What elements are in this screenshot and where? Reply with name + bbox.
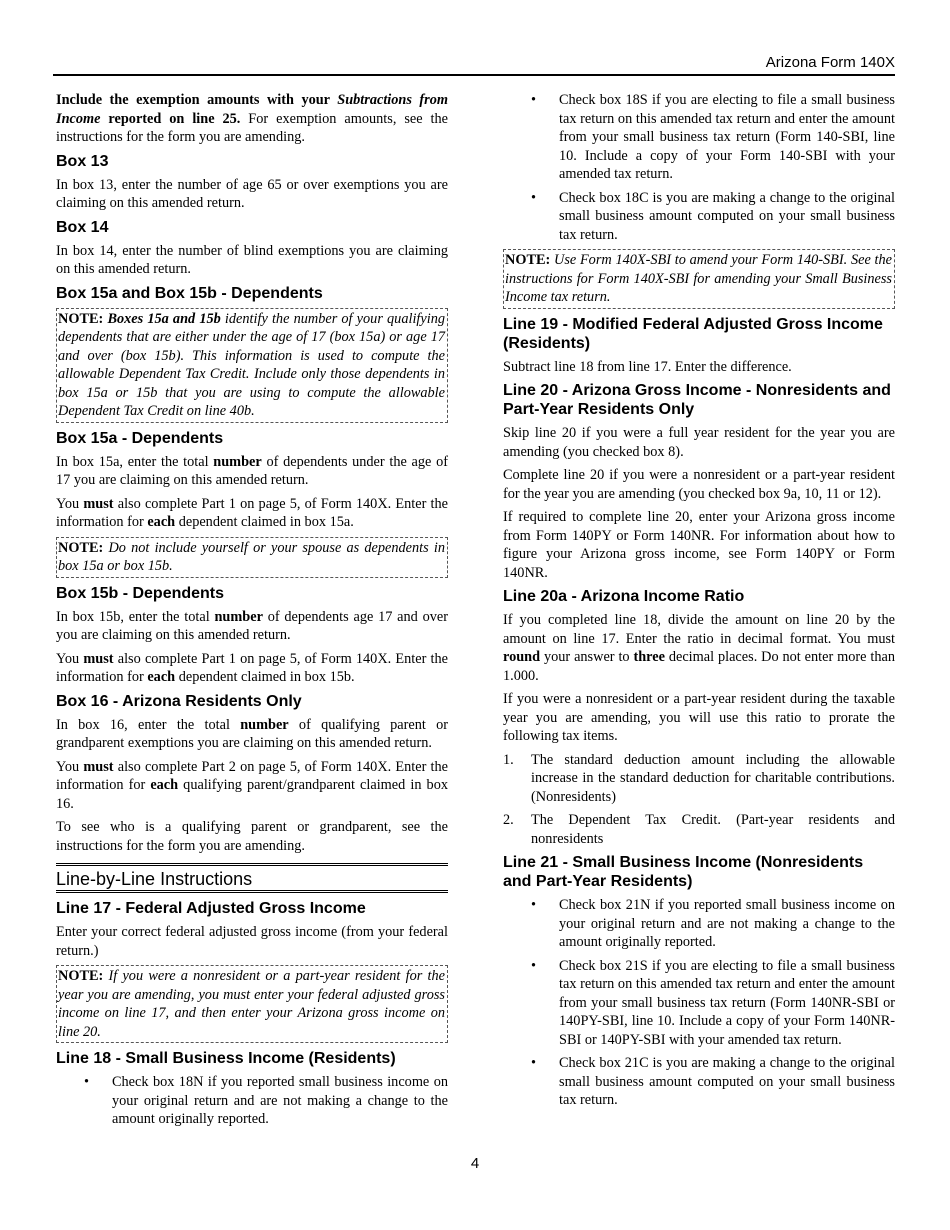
- box15ab-note: [56, 308, 448, 423]
- box16-heading: Box 16 - Arizona Residents Only: [56, 692, 302, 710]
- list-item: 1. The standard deduction amount including the allowable increase in the standard deduction for charitable contributions. (Nonresidents): [503, 751, 895, 805]
- box16-text-1: In box 16, enter the total number of qualifying parent or grandparent exemptions you are claiming on this amended return.: [56, 716, 448, 751]
- intro-rest: For exemption amounts, see the instructions for the form you are amending.: [56, 110, 448, 145]
- line20a-text-1: If you completed line 18, divide the amount on line 20 by the amount on line 17. Enter the ratio in decimal format. You must round your answer to three decimal places. Do not enter more than 1.000.: [503, 612, 895, 684]
- intro-bold-2: reported on line 25.: [100, 110, 241, 127]
- line18-note: [503, 249, 895, 309]
- intro-paragraph: [56, 91, 448, 147]
- box15a-note: [56, 537, 448, 578]
- note-bold: Boxes 15a and 15b: [107, 310, 221, 327]
- note-label: NOTE:: [58, 310, 104, 327]
- list-item: • Check box 18S if you are electing to file a small business tax return on this amended tax return and enter the amount from your small business tax return (Form 140-SBI, line 10. Include a copy of your Form 140-SBI with your amended tax return.: [503, 91, 895, 184]
- line17-text: Enter your correct federal adjusted gross income (from your federal return.): [56, 924, 448, 959]
- note-text: If you were a nonresident or a part-year resident for the year you are amending, you must enter your federal adjusted gross income on line 17, and then enter your Arizona gross income on line 20.: [58, 968, 445, 1040]
- line20-text-2: Complete line 20 if you were a nonresident or a part-year resident for the year you are amending (you checked box 9a, 10, 11 or 12).: [503, 467, 895, 502]
- box15a-text-2: You must also complete Part 1 on page 5, of Form 140X. Enter the information for each dependent claimed in box 15a.: [56, 495, 448, 530]
- list-item: 2. The Dependent Tax Credit. (Part-year residents and nonresidents: [503, 812, 895, 847]
- box15b-text-1: In box 15b, enter the total number of dependents age 17 and over you are claiming on this amended return.: [56, 608, 448, 643]
- line17-note: [56, 965, 448, 1043]
- header-rule: [53, 74, 895, 76]
- list-item: • Check box 21S if you are electing to file a small business tax return on this amended tax return and enter the amount from your small business tax return (Form 140NR-SBI or 140PY-SBI, line 10. Include a copy of your Form 140NR-SBI or 140PY-SBI with your amended tax return.: [503, 957, 895, 1050]
- box13-heading: Box 13: [56, 152, 109, 170]
- box13-text: In box 13, enter the number of age 65 or over exemptions you are claiming on this amended return.: [56, 176, 448, 211]
- box16-text-3: To see who is a qualifying parent or grandparent, see the instructions for the form you are amending.: [56, 819, 448, 854]
- box14-text: In box 14, enter the number of blind exemptions you are claiming on this amended return.: [56, 242, 448, 277]
- line21-heading: Line 21 - Small Business Income (Nonresidents and Part-Year Residents): [503, 854, 864, 890]
- box14-heading: Box 14: [56, 218, 109, 236]
- page-number: 4: [470, 1155, 480, 1172]
- form-title: Arizona Form 140X: [765, 54, 895, 71]
- line18-list: [56, 1073, 448, 1129]
- line18-heading: Line 18 - Small Business Income (Residents): [56, 1050, 396, 1067]
- note-label: NOTE:: [58, 539, 104, 556]
- line20-heading: Line 20 - Arizona Gross Income - Nonresidents and Part-Year Residents Only: [503, 382, 891, 418]
- note-text: Use Form 140X-SBI to amend your Form 140-SBI. See the instructions for Form 140X-SBI for amending your Small Business Income tax return.: [505, 252, 892, 305]
- line20a-text-2: If you were a nonresident or a part-year resident during the taxable year you are amending, you will use this ratio to prorate the following tax items.: [503, 691, 895, 744]
- line20-text-3: If required to complete line 20, enter your Arizona gross income from Form 140PY or Form 140NR. For information about how to figure your Arizona gross income, see Form 140PY or Form 140NR.: [503, 509, 895, 581]
- box15a-heading: Box 15a - Dependents: [56, 429, 224, 447]
- right-column: [503, 91, 895, 1115]
- intro-bold-italic: Subtractions from Income: [56, 92, 448, 127]
- list-item: • Check box 21C is you are making a change to the original small business amount computed on your small business tax return.: [503, 1054, 895, 1110]
- box15b-heading: Box 15b - Dependents: [56, 584, 225, 602]
- line20a-heading: Line 20a - Arizona Income Ratio: [503, 588, 745, 605]
- box15a-text-1: In box 15a, enter the total number of dependents under the age of 17 you are claiming on this amended return.: [56, 453, 448, 488]
- line20-text-1: Skip line 20 if you were a full year resident for the year you are amending (you checked box 8).: [503, 425, 895, 460]
- box16-text-2: You must also complete Part 2 on page 5, of Form 140X. Enter the information for each qualifying parent/grandparent claimed in box 16.: [56, 758, 448, 812]
- box15ab-heading: Box 15a and Box 15b - Dependents: [56, 284, 323, 302]
- note-text: identify the number of your qualifying dependents that are either under the age of 17 (box 15a) or age 17 and over (box 15b). This information is used to compute the allowable Dependent Tax Credit. Include only those dependents in box 15a or 15b that you are using to compute the allowable Dependent Tax Credit on line 40b.: [58, 310, 446, 419]
- note-label: NOTE:: [58, 968, 104, 984]
- left-column: [56, 91, 448, 1134]
- list-item: • Check box 18N if you reported small business income on your original return and are not making a change to the amount originally reported.: [56, 1073, 448, 1129]
- line19-text: Subtract line 18 from line 17. Enter the difference.: [503, 358, 792, 375]
- line18-list-continued: [503, 91, 895, 244]
- list-item: • Check box 21N if you reported small business income on your original return and are not making a change to the amount originally reported.: [503, 896, 895, 952]
- line19-heading: Line 19 - Modified Federal Adjusted Gross Income (Residents): [503, 315, 883, 352]
- line17-heading: Line 17 - Federal Adjusted Gross Income: [56, 900, 366, 917]
- section-title: Line-by-Line Instructions: [56, 863, 448, 893]
- intro-bold: Include the exemption amounts with your: [56, 92, 338, 108]
- line20a-list: [503, 751, 895, 849]
- note-label: NOTE:: [505, 252, 551, 268]
- note-text: Do not include yourself or your spouse as dependents in box 15a or box 15b.: [58, 539, 445, 574]
- box15b-text-2: You must also complete Part 1 on page 5, of Form 140X. Enter the information for each dependent claimed in box 15b.: [56, 650, 448, 685]
- list-item: • Check box 18C is you are making a change to the original small business amount computed on your small business tax return.: [503, 189, 895, 245]
- line21-list: [503, 896, 895, 1110]
